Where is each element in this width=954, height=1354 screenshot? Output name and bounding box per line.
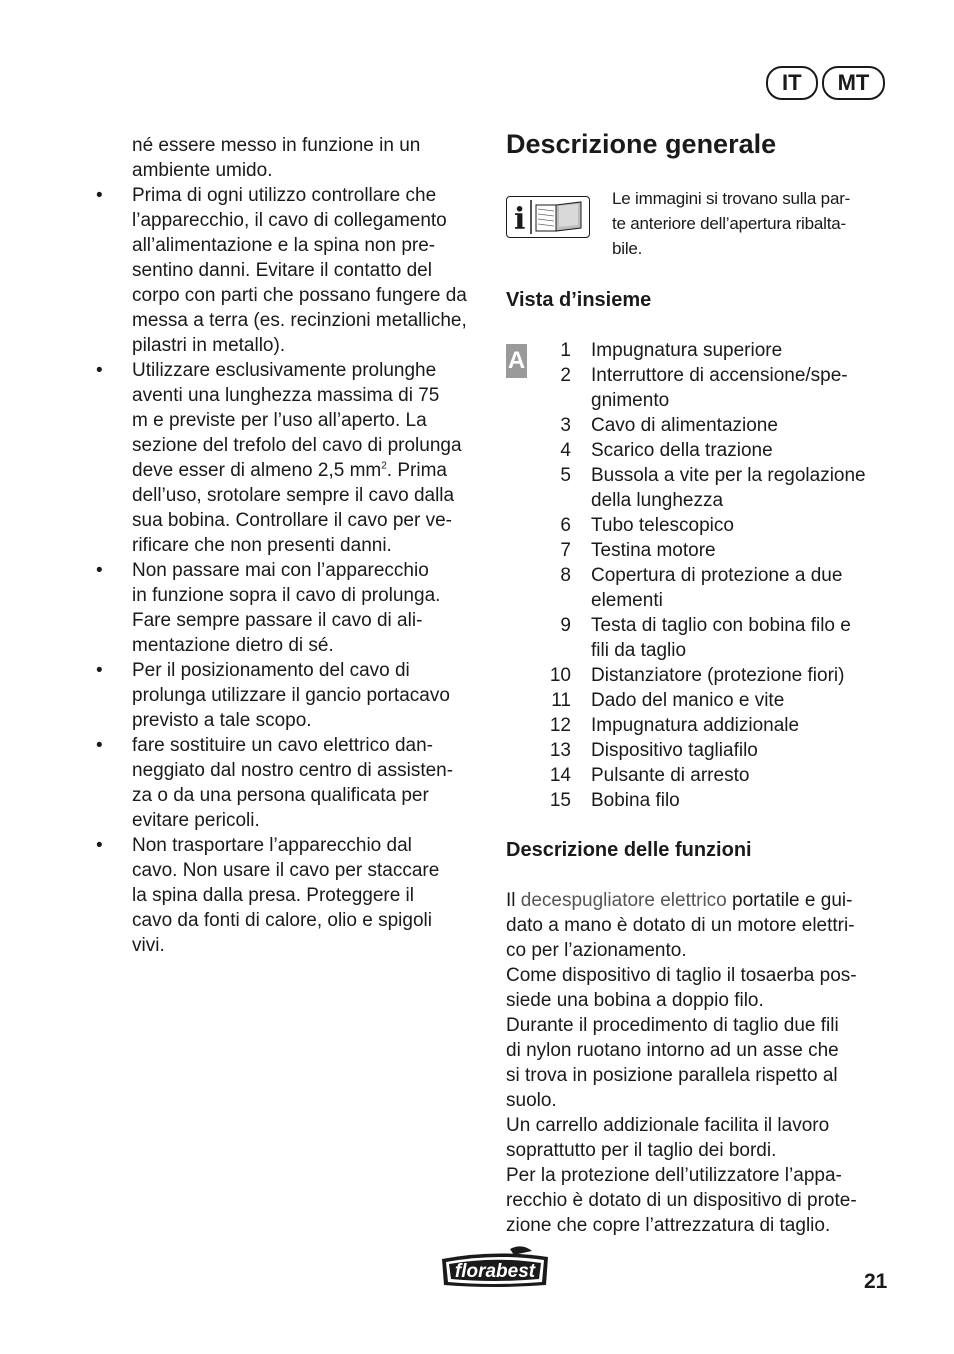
parts-overview [506, 338, 891, 813]
text-line: siede una bobina a doppio filo. [506, 990, 764, 1011]
text-line: za o da una persona qualificata per [132, 785, 429, 806]
text-line: previsto a tale scopo. [132, 710, 312, 731]
list-item [527, 763, 891, 788]
list-item [527, 563, 891, 613]
part-label: Testa di taglio con bobina filo e [591, 615, 851, 636]
part-label: elementi [591, 590, 663, 611]
text-line [506, 888, 891, 913]
text-line: co per l’azionamento. [506, 940, 687, 961]
part-label: Dado del manico e vite [591, 690, 785, 711]
part-number: 13 [549, 740, 571, 761]
text-line: messa a terra (es. recinzioni metalliche, [132, 310, 467, 331]
text-line: sua bobina. Controllare il cavo per ve- [132, 510, 453, 531]
text-line: la spina dalla presa. Proteggere il [132, 885, 415, 906]
bullet-item [96, 358, 486, 558]
list-item [527, 338, 891, 363]
bullet-icon: • [96, 360, 103, 381]
overview-heading: Vista d’insieme [506, 289, 652, 311]
info-book-svg [507, 197, 589, 237]
part-number: 8 [560, 565, 571, 586]
text-line: Non trasportare l’apparecchio dal [132, 835, 412, 856]
part-label: Impugnatura addizionale [591, 715, 800, 736]
text-line: né essere messo in funzione in un [132, 135, 421, 156]
bullet-item [96, 183, 486, 358]
part-number: 1 [560, 340, 571, 361]
page-number: 21 [864, 1270, 888, 1293]
language-badge-mt: MT [822, 66, 886, 100]
text-line: dato a mano è dotato di un motore elettri- [506, 915, 855, 936]
part-number: 7 [560, 540, 571, 561]
text-line: Prima di ogni utilizzo controllare che [132, 185, 437, 206]
list-item [527, 538, 891, 563]
logo-wordmark: florabest [454, 1261, 536, 1282]
language-badges [766, 66, 885, 100]
text-line: sentino danni. Evitare il contatto del [132, 260, 432, 281]
highlighted-term: decespugliatore elettrico [520, 890, 727, 911]
bullet-icon: • [96, 560, 103, 581]
text-line: Per il posizionamento del cavo di [132, 660, 410, 681]
list-item [527, 663, 891, 688]
bullet-item [96, 558, 486, 658]
functions-description [506, 888, 891, 1238]
part-number: 10 [549, 665, 571, 686]
text-line: neggiato dal nostro centro di assisten- [132, 760, 454, 781]
text-line: Le immagini si trovano sulla par- [612, 189, 851, 208]
bullet-icon: • [96, 735, 103, 756]
text-line: in funzione sopra il cavo di prolunga. [132, 585, 441, 606]
part-number: 9 [560, 615, 571, 636]
text-line: si trova in posizione parallela rispetto al [506, 1065, 838, 1086]
list-item [527, 438, 891, 463]
part-number: 11 [551, 690, 571, 711]
text-line: recchio è dotato di un dispositivo di prote- [506, 1190, 857, 1211]
text-line: Come dispositivo di taglio il tosaerba pos- [506, 965, 857, 986]
florabest-logo-svg [438, 1245, 552, 1291]
part-number: 12 [549, 715, 571, 736]
part-label: della lunghezza [591, 490, 724, 511]
part-number: 15 [549, 790, 571, 811]
part-label: Copertura di protezione a due [591, 565, 843, 586]
text-line: Utilizzare esclusivamente prolunghe [132, 360, 437, 381]
text-line: Non passare mai con l’apparecchio [132, 560, 429, 581]
part-label: Testina motore [591, 540, 716, 561]
info-text [612, 186, 850, 261]
bullet-item [96, 833, 486, 958]
superscript: 2 [381, 460, 387, 472]
text-line: all’alimentazione e la spina non pre- [132, 235, 436, 256]
text-line: Un carrello addizionale facilita il lavoro [506, 1115, 830, 1136]
list-item [527, 363, 891, 413]
part-label: Pulsante di arresto [591, 765, 750, 786]
continued-paragraph [96, 133, 486, 183]
bullet-icon: • [96, 835, 103, 856]
text-line: pilastri in metallo). [132, 335, 286, 356]
text-line: Fare sempre passare il cavo di ali- [132, 610, 423, 631]
section-title: Descrizione generale [506, 129, 777, 159]
text-line: prolunga utilizzare il gancio portacavo [132, 685, 450, 706]
list-item [527, 738, 891, 763]
text-line: dell’uso, srotolare sempre il cavo dalla [132, 485, 455, 506]
functions-heading: Descrizione delle funzioni [506, 839, 752, 861]
part-label: fili da taglio [591, 640, 687, 661]
text-line: zione che copre l’attrezzatura di taglio. [506, 1215, 831, 1236]
list-item [527, 463, 891, 513]
text-fragment: portatile e gui- [726, 890, 853, 911]
text-line: soprattutto per il taglio dei bordi. [506, 1140, 777, 1161]
text-line: vivi. [132, 935, 165, 956]
part-label: Interruttore di accensione/spe- [591, 365, 848, 386]
part-number: 2 [560, 365, 571, 386]
info-note [506, 186, 891, 261]
part-label: Tubo telescopico [591, 515, 734, 536]
list-item [527, 788, 891, 813]
part-number: 4 [560, 440, 571, 461]
list-item [527, 613, 891, 663]
text-line: aventi una lunghezza massima di 75 [132, 385, 440, 406]
text-line: Durante il procedimento di taglio due fili [506, 1015, 839, 1036]
description-column [506, 126, 891, 1238]
text-line: mentazione dietro di sé. [132, 635, 334, 656]
part-label: Distanziatore (protezione fiori) [591, 665, 845, 686]
text-line: corpo con parti che possano fungere da [132, 285, 467, 306]
text-line: fare sostituire un cavo elettrico dan- [132, 735, 433, 756]
bullet-item [96, 658, 486, 733]
text-fragment: deve esser di almeno 2,5 mm [132, 460, 382, 481]
part-label: Dispositivo tagliafilo [591, 740, 758, 761]
bullet-icon: • [96, 660, 103, 681]
text-line: ambiente umido. [132, 160, 273, 181]
part-label: Impugnatura superiore [591, 340, 783, 361]
list-item [527, 413, 891, 438]
list-item [527, 713, 891, 738]
language-badge-it: IT [766, 66, 818, 100]
text-fragment: Il [506, 890, 521, 911]
text-fragment: . Prima [386, 460, 447, 481]
bullet-icon: • [96, 185, 103, 206]
list-item [527, 513, 891, 538]
text-line: suolo. [506, 1090, 557, 1111]
safety-instructions-column [96, 133, 486, 958]
text-line: Per la protezione dell’utilizzatore l’appa- [506, 1165, 842, 1186]
part-number: 3 [560, 415, 571, 436]
bullet-item [96, 733, 486, 833]
svg-text:i: i [514, 202, 526, 237]
text-line: sezione del trefolo del cavo di prolunga [132, 435, 462, 456]
part-label: Bussola a vite per la regolazione [591, 465, 866, 486]
info-book-icon [506, 196, 590, 238]
part-number: 6 [560, 515, 571, 536]
text-line: di nylon ruotano intorno ad un asse che [506, 1040, 839, 1061]
florabest-logo [438, 1245, 552, 1296]
part-number: 14 [549, 765, 571, 786]
part-label: Scarico della trazione [591, 440, 773, 461]
part-label: gnimento [591, 390, 670, 411]
text-line: te anteriore dell’apertura ribalta- [612, 214, 846, 233]
text-line: bile. [612, 239, 643, 258]
part-label: Cavo di alimentazione [591, 415, 778, 436]
figure-letter-badge: A [506, 344, 527, 378]
part-number: 5 [560, 465, 571, 486]
text-line: rificare che non presenti danni. [132, 535, 392, 556]
part-label: Bobina filo [591, 790, 680, 811]
text-line: m e previste per l’uso all’aperto. La [132, 410, 427, 431]
text-line [132, 458, 486, 483]
parts-list [527, 338, 891, 813]
list-item [527, 688, 891, 713]
text-line: evitare pericoli. [132, 810, 260, 831]
text-line: l’apparecchio, il cavo di collegamento [132, 210, 447, 231]
text-line: cavo. Non usare il cavo per staccare [132, 860, 440, 881]
text-line: cavo da fonti di calore, olio e spigoli [132, 910, 432, 931]
